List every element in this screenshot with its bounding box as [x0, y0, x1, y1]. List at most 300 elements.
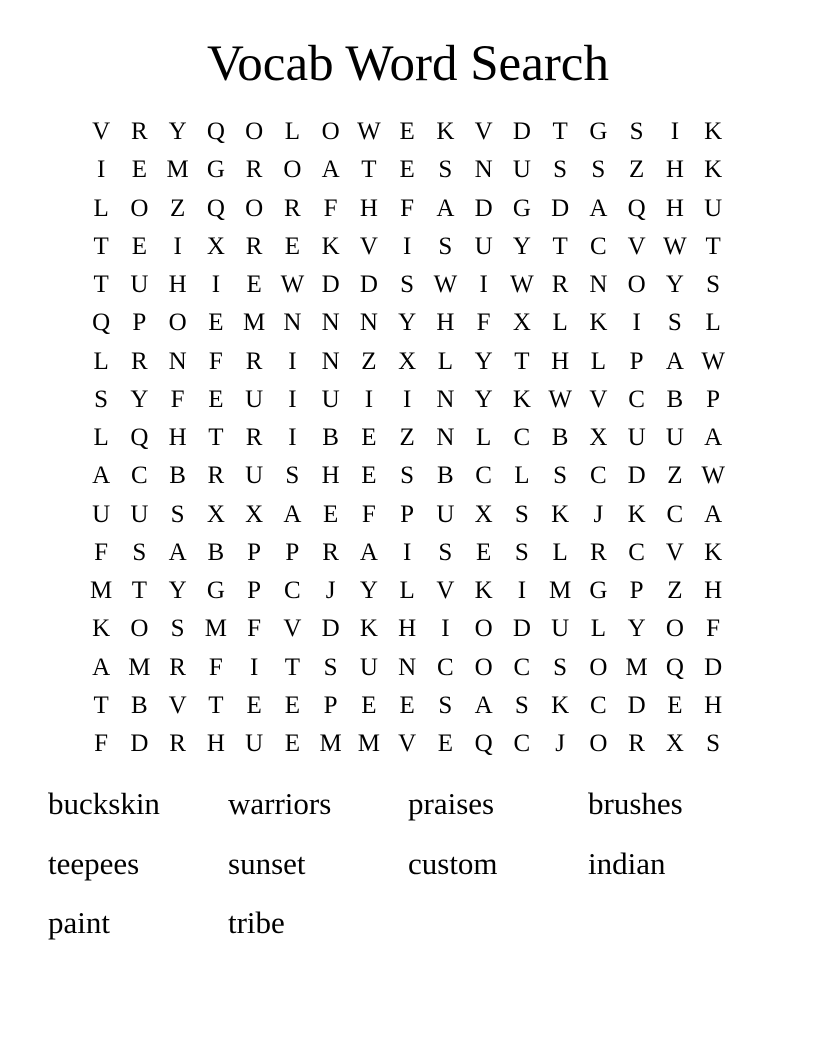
grid-letter: P — [132, 309, 147, 337]
grid-letter: W — [548, 385, 572, 413]
grid-letter: S — [591, 156, 606, 184]
grid-letter: D — [627, 691, 646, 719]
grid-letter: P — [706, 385, 721, 413]
grid-letter: I — [402, 385, 412, 413]
grid-letter: Y — [474, 347, 493, 375]
grid-letter: W — [433, 271, 458, 299]
grid-letter: O — [474, 653, 493, 681]
grid-letter: A — [704, 500, 723, 528]
grid-letter: Q — [665, 653, 684, 681]
grid-letter: F — [247, 615, 262, 643]
grid-letter: V — [627, 232, 646, 260]
grid-letter: T — [705, 232, 721, 260]
grid-letter: K — [704, 156, 723, 184]
grid-letter: R — [169, 653, 186, 681]
grid-letter: S — [170, 500, 185, 528]
grid-letter: P — [400, 500, 415, 528]
grid-letter: K — [512, 385, 531, 413]
grid-letter: B — [437, 462, 454, 490]
grid-letter: S — [400, 271, 415, 299]
grid-letter: M — [204, 615, 227, 643]
grid-row — [82, 190, 732, 228]
grid-letter: H — [206, 730, 225, 758]
grid-letter: F — [170, 385, 185, 413]
grid-letter: N — [589, 271, 608, 299]
grid-letter: O — [168, 309, 187, 337]
grid-letter: E — [437, 730, 454, 758]
grid-letter: X — [206, 232, 225, 260]
grid-letter: I — [96, 156, 106, 184]
grid-letter: T — [93, 271, 109, 299]
grid-letter: E — [131, 156, 148, 184]
grid-letter: C — [590, 691, 607, 719]
grid-letter: I — [288, 385, 297, 413]
grid-row — [82, 534, 732, 572]
grid-letter: I — [479, 271, 488, 299]
grid-letter: K — [474, 577, 493, 605]
grid-letter: J — [325, 577, 336, 605]
grid-letter: K — [704, 538, 723, 566]
word-list-item: custom — [408, 845, 498, 881]
grid-letter: L — [552, 538, 568, 566]
grid-letter: M — [625, 653, 648, 681]
grid-letter: K — [589, 309, 608, 337]
grid-letter: M — [549, 577, 572, 605]
grid-row — [82, 457, 732, 495]
grid-letter: R — [245, 156, 263, 184]
grid-letter: A — [359, 538, 378, 566]
grid-letter: W — [701, 347, 725, 375]
grid-letter: E — [208, 385, 224, 413]
grid-letter: T — [361, 156, 377, 184]
grid-letter: H — [398, 615, 417, 643]
grid-letter: A — [168, 538, 187, 566]
grid-letter: S — [514, 538, 529, 566]
grid-letter: Y — [359, 577, 378, 605]
letter-grid — [82, 113, 732, 763]
grid-letter: F — [706, 615, 721, 643]
grid-letter: V — [474, 118, 493, 146]
grid-letter: T — [93, 232, 109, 260]
grid-letter: B — [551, 424, 569, 452]
grid-letter: N — [321, 309, 340, 337]
grid-letter: I — [288, 347, 297, 375]
grid-letter: D — [551, 194, 570, 222]
grid-letter: F — [361, 500, 376, 528]
grid-letter: O — [130, 194, 149, 222]
grid-letter: O — [589, 653, 608, 681]
grid-letter: U — [665, 424, 684, 452]
grid-letter: S — [438, 156, 453, 184]
grid-letter: P — [629, 347, 644, 375]
grid-letter: E — [399, 691, 415, 719]
grid-letter: H — [704, 691, 723, 719]
grid-letter: C — [628, 538, 645, 566]
grid-letter: L — [514, 462, 530, 490]
grid-letter: S — [553, 156, 568, 184]
grid-letter: P — [629, 577, 644, 605]
grid-letter: D — [359, 271, 378, 299]
grid-letter: M — [166, 156, 189, 184]
grid-letter: C — [475, 462, 492, 490]
grid-letter: E — [361, 462, 377, 490]
grid-letter: O — [321, 118, 340, 146]
grid-letter: N — [436, 385, 455, 413]
grid-letter: E — [131, 232, 148, 260]
grid-letter: B — [169, 462, 186, 490]
grid-letter: L — [705, 309, 721, 337]
grid-letter: J — [593, 500, 604, 528]
grid-letter: H — [704, 577, 723, 605]
word-list-item: sunset — [228, 845, 306, 881]
grid-letter: V — [589, 385, 608, 413]
grid-letter: R — [284, 194, 301, 222]
grid-letter: T — [514, 347, 530, 375]
grid-letter: N — [168, 347, 187, 375]
grid-letter: E — [284, 691, 301, 719]
grid-letter: S — [285, 462, 300, 490]
grid-letter: H — [665, 194, 684, 222]
grid-letter: C — [590, 232, 607, 260]
grid-letter: S — [438, 691, 453, 719]
grid-letter: O — [283, 156, 302, 184]
grid-letter: U — [436, 500, 455, 528]
grid-letter: I — [517, 577, 527, 605]
grid-row — [82, 304, 732, 342]
grid-letter: Q — [627, 194, 646, 222]
grid-letter: B — [207, 538, 225, 566]
grid-letter: A — [321, 156, 340, 184]
grid-letter: U — [130, 271, 149, 299]
grid-letter: S — [514, 500, 529, 528]
grid-letter: M — [243, 309, 266, 337]
grid-letter: D — [512, 118, 531, 146]
grid-letter: W — [701, 462, 725, 490]
grid-letter: L — [93, 194, 109, 222]
word-list-item: tribe — [228, 905, 285, 940]
grid-letter: Y — [398, 309, 417, 337]
word-list-item: warriors — [228, 786, 332, 821]
grid-letter: C — [513, 653, 531, 681]
grid-letter: H — [665, 156, 684, 184]
grid-letter: U — [245, 462, 264, 490]
grid-row — [82, 381, 732, 419]
grid-letter: U — [704, 194, 723, 222]
page-title: Vocab Word Search — [207, 36, 609, 92]
grid-letter: S — [94, 385, 109, 413]
grid-letter: U — [551, 615, 570, 643]
word-list-item: buckskin — [48, 786, 160, 821]
grid-letter: K — [92, 615, 111, 643]
grid-row — [82, 572, 732, 610]
grid-letter: X — [589, 424, 608, 452]
grid-letter: F — [400, 194, 415, 222]
grid-letter: L — [399, 577, 415, 605]
grid-letter: D — [627, 462, 646, 490]
grid-letter: S — [132, 538, 147, 566]
grid-letter: N — [359, 309, 378, 337]
grid-letter: F — [476, 309, 491, 337]
grid-letter: C — [513, 424, 531, 452]
grid-letter: T — [552, 118, 568, 146]
grid-letter: V — [92, 118, 111, 146]
grid-letter: S — [706, 271, 721, 299]
grid-letter: A — [704, 424, 723, 452]
grid-letter: B — [131, 691, 148, 719]
grid-row — [82, 610, 732, 648]
grid-letter: C — [628, 385, 645, 413]
grid-letter: Z — [628, 156, 645, 184]
grid-letter: O — [589, 730, 608, 758]
grid-letter: S — [553, 653, 568, 681]
grid-letter: A — [92, 653, 111, 681]
grid-letter: A — [589, 194, 608, 222]
grid-letter: Q — [206, 194, 225, 222]
grid-letter: O — [474, 615, 493, 643]
grid-letter: Z — [667, 577, 683, 605]
grid-letter: C — [131, 462, 148, 490]
grid-letter: P — [285, 538, 300, 566]
grid-letter: E — [399, 118, 415, 146]
grid-letter: T — [208, 424, 224, 452]
grid-letter: K — [551, 500, 570, 528]
grid-letter: D — [512, 615, 531, 643]
grid-letter: D — [130, 730, 149, 758]
grid-letter: R — [590, 538, 607, 566]
grid-letter: B — [322, 424, 339, 452]
grid-letter: S — [629, 118, 644, 146]
grid-letter: I — [288, 424, 297, 452]
grid-letter: H — [168, 424, 187, 452]
grid-letter: M — [319, 730, 342, 758]
grid-letter: H — [359, 194, 378, 222]
grid-letter: P — [323, 691, 338, 719]
grid-letter: H — [168, 271, 187, 299]
grid-letter: B — [666, 385, 684, 413]
grid-letter: C — [513, 730, 531, 758]
grid-letter: J — [555, 730, 565, 758]
grid-letter: S — [514, 691, 529, 719]
grid-letter: A — [665, 347, 684, 375]
grid-letter: X — [512, 309, 531, 337]
grid-letter: S — [438, 232, 453, 260]
word-list-item: indian — [588, 845, 666, 881]
grid-letter: N — [321, 347, 340, 375]
grid-letter: R — [245, 347, 263, 375]
grid-letter: C — [666, 500, 684, 528]
grid-letter: L — [93, 424, 109, 452]
grid-letter: N — [283, 309, 302, 337]
grid-letter: M — [90, 577, 113, 605]
grid-letter: U — [512, 156, 531, 184]
grid-letter: V — [283, 615, 302, 643]
grid-letter: R — [131, 347, 148, 375]
grid-letter: R — [322, 538, 339, 566]
grid-letter: G — [206, 156, 225, 184]
grid-letter: H — [321, 462, 340, 490]
grid-letter: E — [246, 691, 262, 719]
grid-letter: N — [474, 156, 493, 184]
grid-letter: A — [92, 462, 111, 490]
grid-letter: V — [398, 730, 417, 758]
grid-letter: U — [627, 424, 646, 452]
grid-letter: X — [474, 500, 493, 528]
grid-letter: O — [665, 615, 684, 643]
grid-letter: W — [280, 271, 305, 299]
grid-letter: F — [323, 194, 338, 222]
grid-letter: W — [357, 118, 381, 146]
grid-letter: E — [475, 538, 492, 566]
grid-letter: U — [474, 232, 493, 260]
grid-row — [82, 649, 732, 687]
grid-letter: S — [553, 462, 568, 490]
grid-letter: S — [323, 653, 338, 681]
grid-letter: E — [361, 424, 377, 452]
grid-letter: K — [704, 118, 723, 146]
grid-row — [82, 151, 732, 189]
grid-letter: U — [245, 730, 264, 758]
grid-letter: Y — [665, 271, 684, 299]
grid-letter: E — [361, 691, 377, 719]
grid-letter: K — [359, 615, 378, 643]
grid-letter: P — [247, 577, 262, 605]
grid-letter: H — [436, 309, 455, 337]
grid-letter: X — [398, 347, 417, 375]
grid-letter: K — [321, 232, 340, 260]
grid-letter: C — [437, 653, 454, 681]
grid-letter: G — [512, 194, 531, 222]
grid-letter: F — [94, 730, 109, 758]
grid-letter: R — [628, 730, 645, 758]
grid-letter: U — [92, 500, 111, 528]
grid-letter: I — [402, 538, 412, 566]
grid-letter: R — [131, 118, 148, 146]
grid-letter: Z — [399, 424, 415, 452]
grid-letter: R — [551, 271, 569, 299]
grid-letter: F — [208, 347, 223, 375]
grid-letter: U — [321, 385, 340, 413]
grid-letter: T — [131, 577, 148, 605]
grid-letter: Z — [361, 347, 377, 375]
grid-letter: I — [670, 118, 680, 146]
grid-letter: Y — [627, 615, 646, 643]
grid-row — [82, 496, 732, 534]
grid-letter: D — [704, 653, 723, 681]
grid-letter: L — [590, 615, 607, 643]
grid-letter: E — [399, 156, 415, 184]
grid-letter: G — [589, 118, 608, 146]
word-list-item: paint — [48, 905, 110, 940]
grid-row — [82, 687, 732, 725]
grid-letter: N — [398, 653, 417, 681]
grid-letter: U — [359, 653, 378, 681]
grid-letter: N — [436, 424, 455, 452]
grid-letter: U — [245, 385, 264, 413]
grid-letter: I — [402, 232, 412, 260]
grid-letter: L — [475, 424, 492, 452]
grid-letter: L — [590, 347, 607, 375]
grid-letter: Q — [130, 424, 149, 452]
grid-letter: E — [246, 271, 262, 299]
grid-letter: E — [322, 500, 339, 528]
grid-letter: R — [207, 462, 225, 490]
grid-letter: I — [211, 271, 221, 299]
grid-letter: W — [663, 232, 687, 260]
grid-letter: O — [627, 271, 646, 299]
grid-letter: I — [173, 232, 182, 260]
word-list-item: praises — [408, 786, 495, 821]
grid-letter: L — [284, 118, 301, 146]
grid-letter: O — [245, 194, 264, 222]
grid-letter: E — [284, 730, 301, 758]
grid-letter: E — [284, 232, 301, 260]
grid-letter: M — [128, 653, 151, 681]
grid-letter: S — [170, 615, 185, 643]
grid-letter: T — [208, 691, 224, 719]
grid-letter: M — [357, 730, 380, 758]
grid-letter: V — [168, 691, 187, 719]
word-list-item: teepees — [48, 845, 140, 881]
grid-letter: O — [245, 118, 264, 146]
grid-letter: Y — [512, 232, 531, 260]
grid-letter: C — [284, 577, 301, 605]
grid-letter: D — [321, 615, 340, 643]
grid-letter: K — [436, 118, 455, 146]
grid-letter: L — [437, 347, 454, 375]
grid-letter: S — [706, 730, 721, 758]
grid-letter: F — [208, 653, 223, 681]
grid-letter: E — [208, 309, 224, 337]
grid-letter: T — [284, 653, 301, 681]
grid-letter: G — [589, 577, 608, 605]
grid-letter: U — [130, 500, 149, 528]
grid-letter: K — [627, 500, 646, 528]
grid-letter: A — [283, 500, 302, 528]
grid-letter: I — [441, 615, 450, 643]
grid-letter: I — [364, 385, 374, 413]
grid-letter: R — [245, 424, 263, 452]
grid-letter: T — [552, 232, 568, 260]
grid-letter: H — [551, 347, 570, 375]
grid-row — [82, 266, 732, 304]
grid-letter: D — [321, 271, 340, 299]
grid-letter: E — [667, 691, 683, 719]
grid-letter: V — [359, 232, 378, 260]
grid-letter: S — [438, 538, 453, 566]
grid-letter: A — [436, 194, 455, 222]
grid-letter: Q — [92, 309, 111, 337]
word-list — [48, 780, 768, 959]
grid-letter: V — [665, 538, 684, 566]
grid-letter: W — [510, 271, 534, 299]
grid-letter: R — [245, 232, 263, 260]
grid-row — [82, 343, 732, 381]
grid-row — [82, 228, 732, 266]
word-list-item: brushes — [588, 786, 683, 821]
grid-letter: Y — [130, 385, 149, 413]
grid-row — [82, 419, 732, 457]
grid-letter: R — [169, 730, 186, 758]
grid-letter: Q — [206, 118, 225, 146]
grid-letter: L — [552, 309, 568, 337]
grid-letter: I — [632, 309, 641, 337]
grid-row — [82, 725, 732, 763]
grid-letter: S — [667, 309, 682, 337]
grid-letter: P — [247, 538, 262, 566]
grid-letter: S — [400, 462, 415, 490]
grid-letter: Y — [168, 118, 187, 146]
grid-letter: Z — [169, 194, 186, 222]
